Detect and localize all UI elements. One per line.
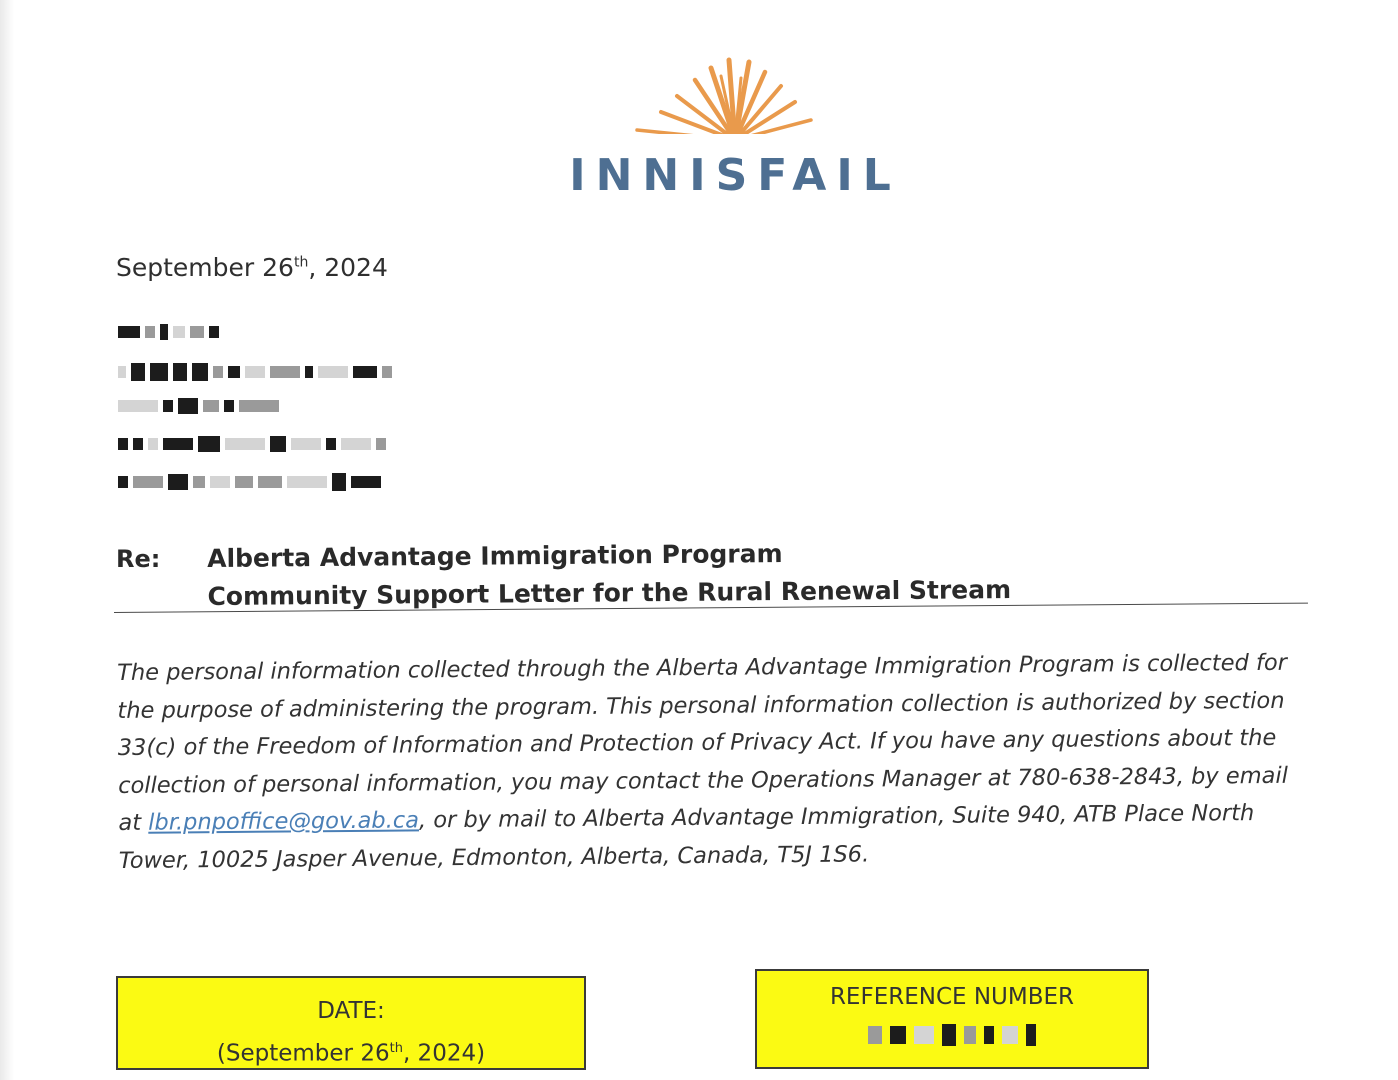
privacy-text-part-2: , or by mail to Alberta Advantage Immigration, Suite 940, ATB Place North Tower, 10025 Jasper Avenue, Edmonton, Alberta, Canada, T5J 1S6. <box>118 800 1255 874</box>
logo-wordmark: INNISFAIL <box>569 150 901 201</box>
re-subject-line-2: Community Support Letter for the Rural Renewal Stream <box>207 574 1012 611</box>
letter-date <box>116 253 388 282</box>
redacted-recipient-address <box>116 318 536 503</box>
reference-number-label: REFERENCE NUMBER <box>829 984 1075 1010</box>
date-suffix: th <box>293 254 309 271</box>
date-month: September 26 <box>116 253 294 282</box>
date-box-value-end: , 2024) <box>402 1040 486 1067</box>
re-subject <box>207 533 1011 616</box>
privacy-text-part-1: The personal information collected through the Alberta Advantage Immigration Program is collected for the purpose of administering the program. This personal information collection is authorized by section 33(c) of the Freedom of Information and Protection of Privacy Act. If you have any questions about the collection of personal information, you may contact the Operations Manager at 780-638-2843, by email at <box>117 649 1289 836</box>
re-label: Re: <box>116 545 161 573</box>
date-box-value-suffix: th <box>389 1041 403 1056</box>
sunburst-icon <box>625 50 845 150</box>
innisfail-logo <box>555 50 915 210</box>
email-link[interactable]: lbr.pnpoffice@gov.ab.ca <box>148 807 420 836</box>
reference-number-box <box>755 969 1149 1069</box>
date-box-value <box>118 1030 584 1073</box>
date-year: , 2024 <box>308 253 388 282</box>
page-edge-shadow <box>0 0 14 1080</box>
date-box-label: DATE: <box>317 998 385 1024</box>
date-box <box>116 976 586 1070</box>
privacy-notice <box>117 645 1309 880</box>
redacted-reference-number <box>757 1024 1147 1046</box>
re-subject-line-1: Alberta Advantage Immigration Program <box>207 538 783 573</box>
date-box-value-main: (September 26 <box>216 1040 390 1067</box>
